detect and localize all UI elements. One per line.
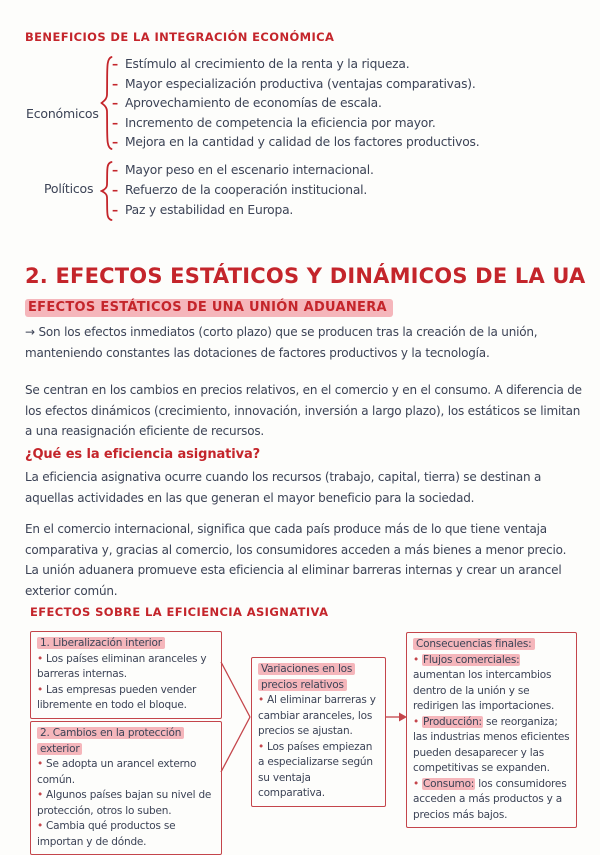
- intro-text: Son los efectos inmediatos (corto plazo) que se producen tras la creación de la unión, manteniendo constantes las dotaciones de factores productivos y la tecnología.: [25, 325, 538, 360]
- section-title: 2. EFECTOS ESTÁTICOS Y DINÁMICOS DE LA UA: [25, 264, 586, 288]
- list-item-text: Estímulo al crecimiento de la renta y la riqueza.: [124, 57, 410, 71]
- list-item-text: Aprovechamiento de economías de escala.: [124, 96, 382, 110]
- diagram-box-proteccion: [30, 721, 222, 855]
- diagram-box-precios: [251, 657, 386, 807]
- box-bullet: [413, 777, 570, 824]
- section-subheading: EFECTOS ESTÁTICOS DE UNA UNIÓN ADUANERA: [25, 299, 393, 317]
- bullet-marker: •: [413, 777, 419, 790]
- bullet-marker: •: [258, 740, 264, 753]
- list-item: [112, 94, 479, 114]
- list-item: [112, 114, 479, 134]
- bullet-text: Los países empiezan a especializarse según su ventaja comparativa.: [258, 740, 373, 799]
- bullet-marker: •: [37, 652, 43, 665]
- bullet-marker: •: [258, 694, 264, 706]
- dash-marker: –: [112, 203, 118, 217]
- paragraph-precios-relativos: Se centran en los cambios en precios relativos, en el comercio y en el consumo. A diferencia de los efectos dinámicos (crecimiento, innovación, inversión a largo plazo), los estáticos se limitan a una reasignación eficiente de recursos.: [25, 383, 582, 438]
- list-item: [112, 200, 374, 220]
- bullet-text: aumentan los intercambios dentro de la unión y se redirigen las importaciones.: [413, 669, 555, 712]
- question-heading: ¿Qué es la eficiencia asignativa?: [25, 447, 261, 462]
- list-item-text: Paz y estabilidad en Europa.: [124, 203, 294, 217]
- group-label-economicos: Económicos: [26, 106, 99, 121]
- box-bullet: [37, 652, 215, 683]
- bullet-marker: •: [37, 758, 43, 770]
- box-bullet: [258, 693, 379, 740]
- list-item-text: Mayor especialización productiva (ventajas comparativas).: [124, 76, 476, 91]
- dash-marker: –: [112, 115, 118, 130]
- box-bullet: [37, 788, 215, 819]
- box-title-wrap: [37, 636, 215, 652]
- box-title-wrap: [413, 637, 570, 653]
- bullet-text: Al eliminar barreras y cambiar aranceles, los precios se ajustan.: [258, 694, 376, 737]
- list-item: [112, 55, 479, 75]
- bullet-text: los consumidores acceden a más productos y a precios más bajos.: [413, 777, 567, 821]
- bullet-text: Algunos países bajan su nivel de protección, otros lo suben.: [37, 789, 212, 817]
- bullet-keyword: Producción:: [423, 715, 482, 728]
- paragraph-eficiencia: La eficiencia asignativa ocurre cuando los recursos (trabajo, capital, tierra) se destinan a aquellas actividades en las que generan el mayor beneficio para la sociedad.: [25, 470, 542, 505]
- diagram-box-liberalizacion: [30, 631, 222, 719]
- list-item-text: Mejora en la cantidad y calidad de los factores productivos.: [124, 135, 480, 149]
- bullet-marker: •: [37, 820, 43, 832]
- dash-marker: –: [112, 76, 118, 91]
- box-bullet: [37, 757, 215, 788]
- box-title: 2. Cambios en la protección exterior: [37, 727, 184, 755]
- bullet-marker: •: [413, 653, 419, 666]
- bullet-marker: •: [37, 789, 43, 801]
- dash-marker: –: [112, 96, 118, 110]
- list-item: [112, 160, 374, 180]
- list-item-text: Refuerzo de la cooperación institucional.: [124, 183, 368, 197]
- list-item-text: Mayor peso en el escenario internacional.: [124, 163, 374, 177]
- section-subheading-wrap: [25, 296, 393, 317]
- paragraph-comercio: En el comercio internacional, significa que cada país produce más de lo que tiene ventaja comparativa y, gracias al comercio, los consumidores acceden a más bienes a menor precio. La unión aduanera promueve esta eficiencia al eliminar barreras internas y crear un arancel exterior común.: [25, 522, 567, 598]
- box-title-wrap: [37, 726, 215, 757]
- dash-marker: –: [112, 57, 118, 71]
- bullet-text: se reorganiza; las industrias menos eficientes pueden desaparecer y las competitivas se expanden.: [413, 715, 570, 774]
- box-title: Variaciones en los precios relativos: [258, 663, 355, 691]
- group-label-politicos: Políticos: [44, 181, 94, 196]
- box-title: Consecuencias finales:: [413, 638, 535, 650]
- benefits-list-politicos: [112, 160, 374, 220]
- efficiency-heading: EFECTOS SOBRE LA EFICIENCIA ASIGNATIVA: [30, 605, 329, 619]
- box-bullet: [413, 715, 570, 777]
- dash-marker: –: [112, 163, 118, 177]
- bullet-keyword: Consumo:: [423, 777, 475, 790]
- arrow-right-icon: →: [25, 325, 35, 339]
- list-item: [112, 133, 479, 153]
- bullet-keyword: Flujos comerciales:: [423, 653, 520, 666]
- list-item: [112, 180, 374, 200]
- bullet-text: Las empresas pueden vender libremente en todo el bloque.: [37, 683, 197, 711]
- box-bullet: [37, 819, 215, 850]
- dash-marker: –: [112, 135, 118, 149]
- intro-paragraph: [25, 322, 583, 363]
- box-bullet: [258, 740, 379, 802]
- dash-marker: –: [112, 183, 118, 197]
- list-item-text: Incremento de competencia la eficiencia por mayor.: [124, 115, 436, 130]
- box-title: 1. Liberalización interior: [37, 637, 165, 649]
- bullet-text: Se adopta un arancel externo común.: [37, 758, 197, 786]
- bullet-marker: •: [37, 683, 43, 696]
- bullet-text: Cambia qué productos se importan y de dónde.: [37, 820, 176, 848]
- box-bullet: [37, 683, 215, 714]
- benefits-list-economicos: [112, 55, 479, 153]
- box-title-wrap: [258, 662, 379, 693]
- bullet-text: Los países eliminan aranceles y barreras internas.: [37, 652, 207, 680]
- box-bullet: [413, 653, 570, 715]
- diagram-box-consecuencias: [406, 632, 577, 828]
- list-item: [112, 75, 479, 95]
- benefits-heading: BENEFICIOS DE LA INTEGRACIÓN ECONÓMICA: [25, 30, 335, 44]
- bullet-marker: •: [413, 715, 419, 728]
